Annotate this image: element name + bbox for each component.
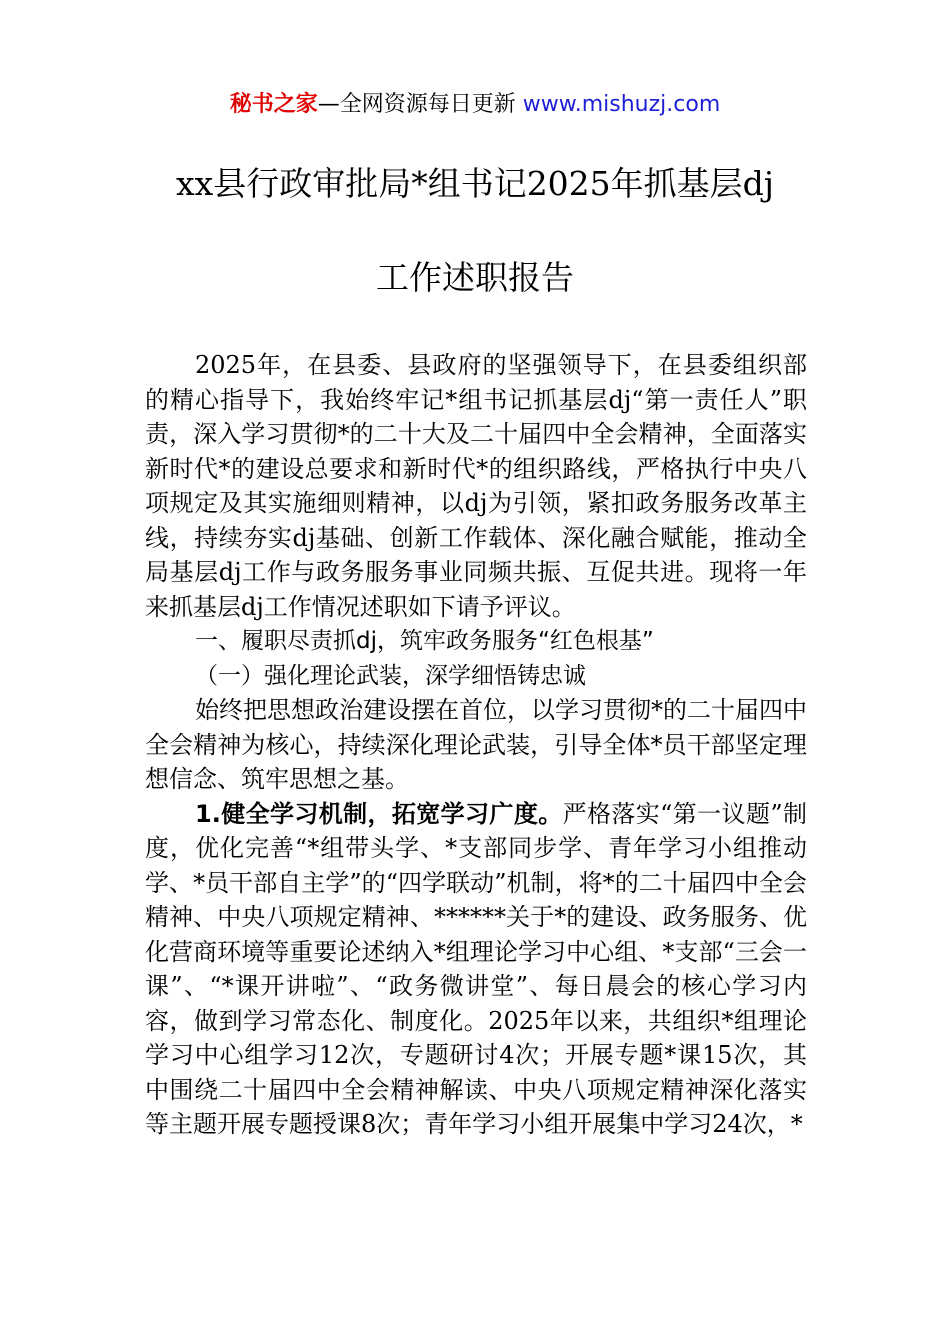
- paragraph-3-lead: 1.健全学习机制，拓宽学习广度。: [195, 799, 563, 828]
- site-header: [0, 88, 950, 122]
- paragraph-3-text: 严格落实“第一议题”制度，优化完善“*组带头学、*支部同步学、青年学习小组推动学、*员干部自主学”的“四学联动”机制，将*的二十届四中全会精神、中央八项规定精神、******关于*的建设、政务服务、优化营商环境等重要论述纳入*组理论学习中心组、*支部“三会一课”、“*课开讲啦”、“政务微讲堂”、每日晨会的核心学习内容，做到学习常态化、制度化。2025年以来，共组织*组理论学习中心组学习12次，专题研讨4次；开展专题*课15次，其中围绕二十届四中全会精神解读、中央八项规定精神深化落实等主题开展专题授课8次；青年学习小组开展集中学习24次，*: [145, 799, 807, 1138]
- site-url-link[interactable]: www.mishuzj.com: [522, 92, 721, 117]
- brand-name: 秘书之家: [229, 92, 318, 117]
- paragraph-2: 始终把思想政治建设摆在首位，以学习贯彻*的二十届四中全会精神为核心，持续深化理论武装，引导全体*员干部坚定理想信念、筑牢思想之基。: [145, 696, 807, 793]
- document-title-line-1: xx县行政审批局*组书记2025年抓基层dj: [175, 164, 775, 203]
- site-tagline: —全网资源每日更新: [317, 92, 523, 117]
- paragraph-3: [145, 797, 807, 1142]
- document-body: [145, 348, 807, 1142]
- subsection-heading-1: （一）强化理论武装，深学细悟铸忠诚: [195, 662, 586, 689]
- section-heading-1: 一、履职尽责抓dj，筑牢政务服务“红色根基”: [195, 628, 654, 654]
- intro-paragraph: 2025年，在县委、县政府的坚强领导下，在县委组织部的精心指导下，我始终牢记*组书记抓基层dj“第一责任人”职责，深入学习贯彻*的二十大及二十届四中全会精神，全面落实新时代*的建设总要求和新时代*的组织路线，严格执行中央八项规定及其实施细则精神，以dj为引领，紧扣政务服务改革主线，持续夯实dj基础、创新工作载体、深化融合赋能，推动全局基层dj工作与政务服务事业同频共振、互促共进。现将一年来抓基层dj工作情况述职如下请予评议。: [145, 351, 807, 621]
- document-title-line-2: 工作述职报告: [376, 258, 574, 297]
